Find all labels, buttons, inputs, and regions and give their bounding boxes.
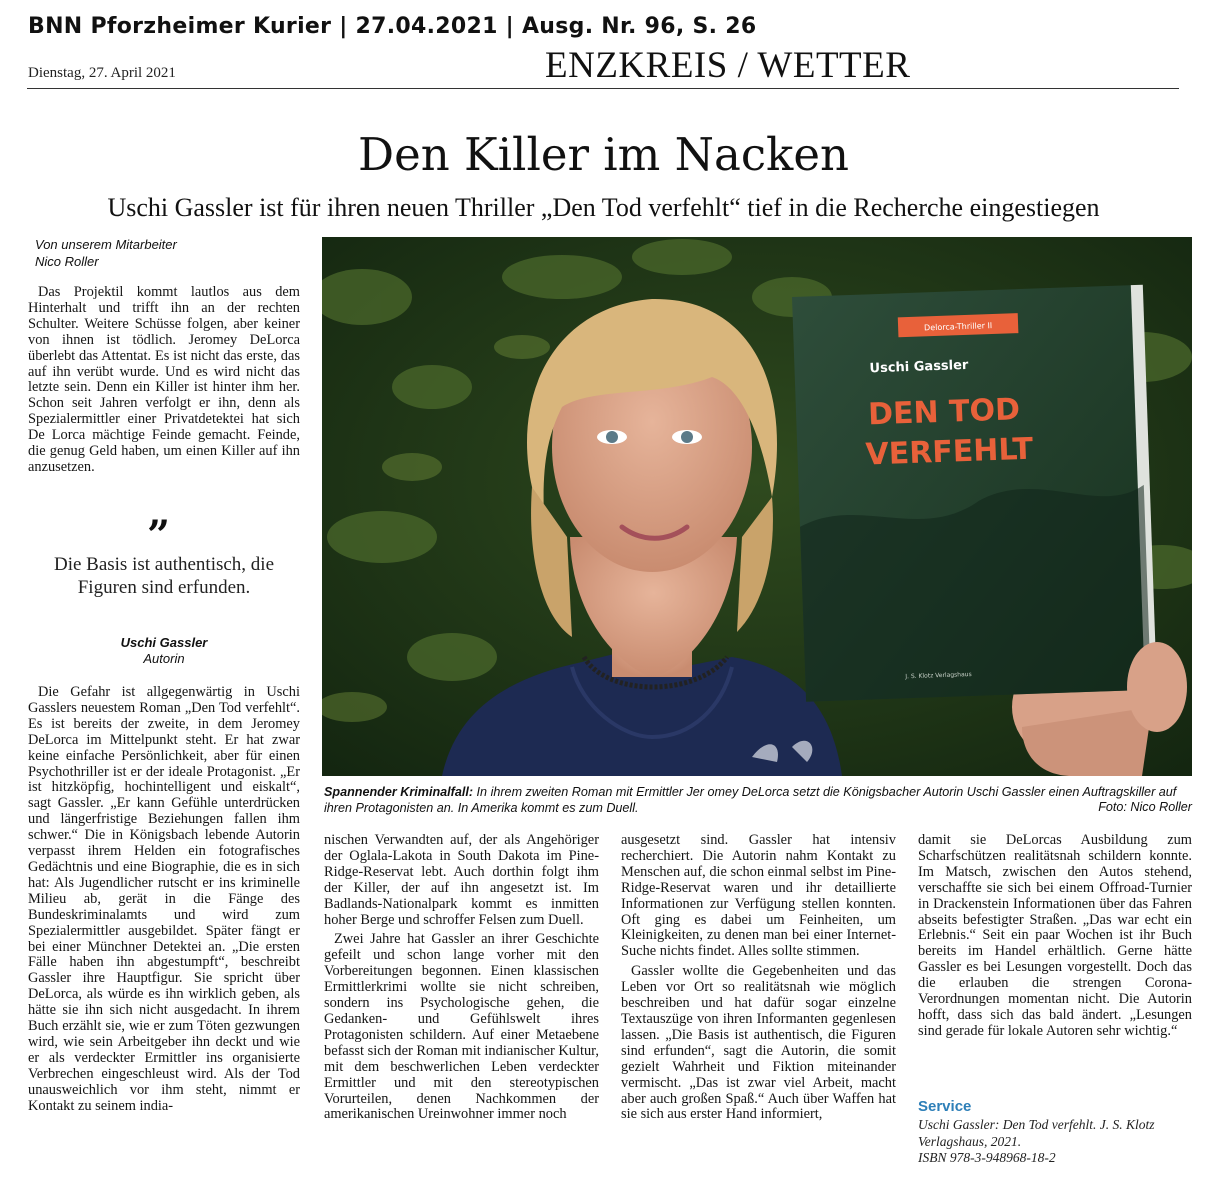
paragraph: damit sie DeLorcas Ausbildung zum Scharfschützen realitätsnah schildern konnte. Im Matsch, zwischen den Autos stehend, verschaffte sie sich bei einem Offroad-Turnier in Drackenstein Informationen über das Fahren abseits befestigter Straßen. „Das war echt ein Erlebnis.“ Seit ein paar Wochen ist ihr Buch bereits im Handel erhältlich. Gerne hätte Gassler es bei Lesungen vorgestellt. Doch das die erlauben die strengen Corona-Verordnungen momentan nicht. Die Autorin hofft, dass sich das bald ändert. „Lesungen sind gerade für lokale Autoren sehr wichtig.“ bbox=[918, 832, 1192, 1039]
photo-credit: Foto: Nico Roller bbox=[1098, 800, 1192, 814]
book-badge: Delorca-Thriller II bbox=[923, 321, 993, 333]
paragraph: Gassler wollte die Gegebenheiten und das Leben vor Ort so realitätsnah wie möglich beschreiben und hat dafür sogar einzelne Textauszüge von ihren Informanten gegenlesen lassen. „Die Basis ist authentisch, die Figuren sind erfunden“, sagt die Autorin, die somit gezielt Wahrheit und Fiktion miteinander vermischt. „Das ist zwar viel Arbeit, macht aber auch großen Spaß.“ Auch über Waffen hat sie sich aus erster Hand informiert, bbox=[621, 963, 896, 1123]
book-author: Uschi Gassler bbox=[869, 357, 969, 377]
column-2 bbox=[324, 833, 599, 1123]
byline-label: Von unserem Mitarbeiter bbox=[35, 237, 177, 252]
quote-author-name: Uschi Gassler bbox=[120, 635, 208, 650]
column-1-body bbox=[28, 685, 300, 1114]
byline-author: Nico Roller bbox=[35, 254, 99, 269]
article-subheadline: Uschi Gassler ist für ihren neuen Thriller „Den Tod verfehlt“ tief in die Recherche eingestiegen bbox=[107, 193, 1100, 222]
service-heading: Service bbox=[918, 1098, 972, 1115]
quote-mark-icon: ” bbox=[147, 512, 171, 559]
article-photo bbox=[322, 237, 1192, 776]
paragraph: Zwei Jahre hat Gassler an ihrer Geschichte gefeilt und schon lange vorher mit den Vorbereitungen begonnen. Einen klassischen Ermittlerkrimi wollte sie nicht schreiben, sondern ins Psychologische gehen, die Gedanken- und Gefühlswelt ihres Protagonisten schildern. Auf einer Metaebene befasst sich der Roman mit indianischer Kultur, mit dem beschwerlichen Leben verdeckter Ermittler und mit den stereotypischen Vorurteilen, denen Nachkommen der amerikanischen Ureinwohner immer noch bbox=[324, 931, 599, 1123]
column-1-intro bbox=[28, 285, 300, 476]
column-3 bbox=[621, 833, 896, 1123]
pull-quote: Die Basis ist authentisch, die Figuren sind erfunden. bbox=[53, 554, 275, 598]
service-line: Uschi Gassler: Den Tod verfehlt. J. S. Klotz Verlagshaus, 2021. bbox=[918, 1117, 1155, 1149]
article-headline: Den Killer im Nacken bbox=[358, 128, 849, 181]
byline bbox=[35, 236, 177, 270]
paragraph: Das Projektil kommt lautlos aus dem Hinterhalt und trifft ihn an der rechten Schulter. Weitere Schüsse folgen, aber keiner von ihnen ist tödlich. Jeromey DeLorca überlebt das Attentat. Es ist nicht das erste, das auf ihn verübt wurde. Und es wird nicht das letzte sein. Denn ein Killer ist hinter ihm her. Schon seit Jahren verfolgt er ihn, denn als Spezialermittler einer Privatdetektei hat sich De Lorca mächtige Feinde gemacht. Feinde, die genug Geld haben, um einen Killer auf ihn anzusetzen. bbox=[28, 284, 300, 475]
column-4 bbox=[918, 833, 1192, 1040]
paragraph: ausgesetzt sind. Gassler hat intensiv recherchiert. Die Autorin nahm Kontakt zu Menschen auf, die schon einmal selbst im Pine-Ridge-Reservat waren und ihr detaillierte Informationen zur Verfügung stellen konnten. Oft ging es dabei um Feinheiten, um Kleinigkeiten, zu denen man bei einer Internet-Suche nichts findet. Alles sollte stimmen. bbox=[621, 832, 896, 960]
photo-caption bbox=[324, 784, 1192, 816]
issue-date: Dienstag, 27. April 2021 bbox=[28, 65, 176, 81]
newspaper-header: BNN Pforzheimer Kurier | 27.04.2021 | Ausg. Nr. 96, S. 26 bbox=[28, 14, 757, 39]
book-publisher: J. S. Klotz Verlagshaus bbox=[905, 670, 972, 681]
pull-quote-attribution bbox=[28, 635, 300, 667]
paragraph: nischen Verwandten auf, der als Angehöriger der Oglala-Lakota in South Dakota im Pine-Ridge-Reservat lebt. Auch dorthin folgt ihm der Killer, der auf ihn angesetzt ist. Im Badlands-Nationalpark kommt es inmitten hoher Berge und schroffer Felsen zum Duell. bbox=[324, 832, 599, 928]
book-title-line-2: VERFEHLT bbox=[864, 431, 1034, 473]
caption-lead: Spannender Kriminalfall: bbox=[324, 785, 474, 799]
header-rule bbox=[27, 88, 1179, 89]
service-isbn: ISBN 978-3-948968-18-2 bbox=[918, 1150, 1056, 1165]
book-title-line-1: DEN TOD bbox=[867, 392, 1021, 433]
caption-text: In ihrem zweiten Roman mit Ermittler Jer omey DeLorca setzt die Königsbacher Autorin Uschi Gassler einen Auftragskiller auf ihren Protagonisten an. In Amerika kommt es zum Duell. bbox=[324, 785, 1177, 815]
service-box bbox=[918, 1117, 1180, 1167]
paragraph: Die Gefahr ist allgegenwärtig in Uschi Gasslers neuestem Roman „Den Tod verfehlt“. Es ist bereits der zweite, in dem Jeromey DeLorca im Mittelpunkt steht. Er hat zwar keine einfache Persönlichkeit, aber für einen Psychothriller ist er der ideale Protagonist. „Er ist hitzköpfig, hochintelligent und eiskalt“, sagt Gassler. „Er kann Gefühle unterdrücken und längerfristige Beziehungen fallen ihm schwer.“ Die in Königsbach lebende Autorin verpasst ihrem Helden ein fotografisches Gedächtnis und eine Biographie, die es in sich hat: Als Jugendlicher rutscht er ins kriminelle Milieu ab, gerät in die Fänge des Bundeskriminalamts und wird zum Spezialermittler ausgebildet. Später fängt er bei einer Münchner Detektei an. „Die ersten Fälle haben ihn abgestumpft“, beschreibt Gassler ihre Hauptfigur. Sie spricht über DeLorca, als würde es ihn wirklich geben, als hätte sie ihn sich nicht ausgedacht. In ihrem Buch erzählt sie, wie er zum Töten gezwungen wird, wie sein Arbeitgeber ihn deckt und wie er als verdeckter Ermittler ins organisierte Verbrechen eingeschleust wird. Als der Tod unausweichlich vor ihm steht, nimmt er Kontakt zu seinem india- bbox=[28, 684, 300, 1114]
section-title: ENZKREIS / WETTER bbox=[545, 45, 911, 86]
quote-author-role: Autorin bbox=[143, 651, 185, 666]
